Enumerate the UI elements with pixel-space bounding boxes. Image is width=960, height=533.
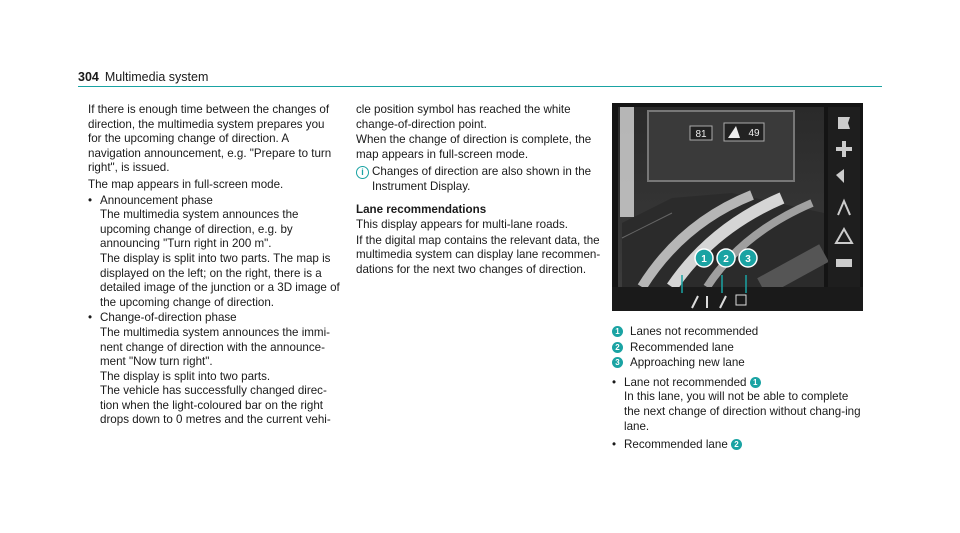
column-right: [612, 325, 862, 453]
legend-badge: 3: [612, 357, 623, 368]
info-note: [356, 165, 601, 194]
page-header: [78, 70, 208, 85]
bullet-item: • Announcement phase: [88, 194, 340, 209]
paragraph: The display is split into two parts. The map is displayed on the left; on the right, there is a detailed image of the junction or a 3D image of the upcoming change of direction.: [100, 251, 340, 309]
callout-2-label: 2: [723, 254, 729, 265]
paragraph: The vehicle has successfully changed direc-tion when the light-coloured bar on the right drops down to 0 metres and the current vehi-: [100, 384, 331, 427]
column-middle: [356, 103, 601, 279]
continuation-text: cle position symbol has reached the white change-of-direction point.: [356, 103, 571, 131]
completion-text: When the change of direction is complete, the map appears in full-screen mode.: [356, 133, 592, 161]
legend-item-1: [612, 325, 862, 340]
section-title: Multimedia system: [104, 70, 209, 84]
page-number: 304: [78, 70, 99, 84]
callout-3-label: 3: [745, 254, 751, 265]
exit-number-sign: 49: [748, 128, 760, 139]
header-rule: [78, 86, 882, 87]
lane-recommendation-figure: [612, 103, 863, 311]
inline-badge: 2: [731, 439, 742, 450]
bullet-lane-not-recommended: • Lane not recommended 1: [612, 376, 862, 391]
paragraph: The map appears in full-screen mode.: [88, 177, 284, 191]
paragraph: The multimedia system announces the upcoming change of direction, e.g. by announcing "Turn right in 200 m".: [100, 208, 299, 251]
legend-item-2: [612, 341, 862, 356]
bullet-recommended-lane: • Recommended lane 2: [612, 438, 862, 453]
paragraph: The display is split into two parts.: [100, 369, 271, 383]
legend-text: Lanes not recommended: [630, 325, 759, 338]
column-left: [88, 103, 340, 428]
legend-badge: 2: [612, 342, 623, 353]
section-heading: Lane recommendations: [356, 202, 487, 216]
lane-not-recommended-text: In this lane, you will not be able to complete the next change of direction without chang-ing lane.: [624, 390, 861, 433]
info-icon: i: [356, 166, 369, 179]
road-number-sign: 81: [695, 129, 707, 140]
paragraph: If there is enough time between the changes of direction, the multimedia system prepares you for the upcoming change of direction. A navigation announcement, e.g. "Prepare to turn right", is issued.: [88, 103, 332, 175]
inline-badge: 1: [750, 377, 761, 388]
lane-paragraph-1: This display appears for multi-lane roads.: [356, 218, 569, 232]
legend-text: Recommended lane: [630, 340, 734, 354]
legend-text: Approaching new lane: [630, 356, 745, 370]
lane-paragraph-2: If the digital map contains the relevant data, the multimedia system can display lane recommen-dations for the next two changes of direction.: [356, 233, 601, 276]
navigation-display-image: [612, 103, 863, 311]
legend-badge: 1: [612, 326, 623, 337]
note-text: Changes of direction are also shown in the Instrument Display.: [372, 165, 592, 193]
callout-1-label: 1: [701, 254, 707, 265]
paragraph: The multimedia system announces the immi-nent change of direction with the announce-ment "Now turn right".: [100, 325, 331, 369]
bullet-item: • Change-of-direction phase: [88, 311, 340, 326]
legend-item-3: [612, 356, 862, 371]
